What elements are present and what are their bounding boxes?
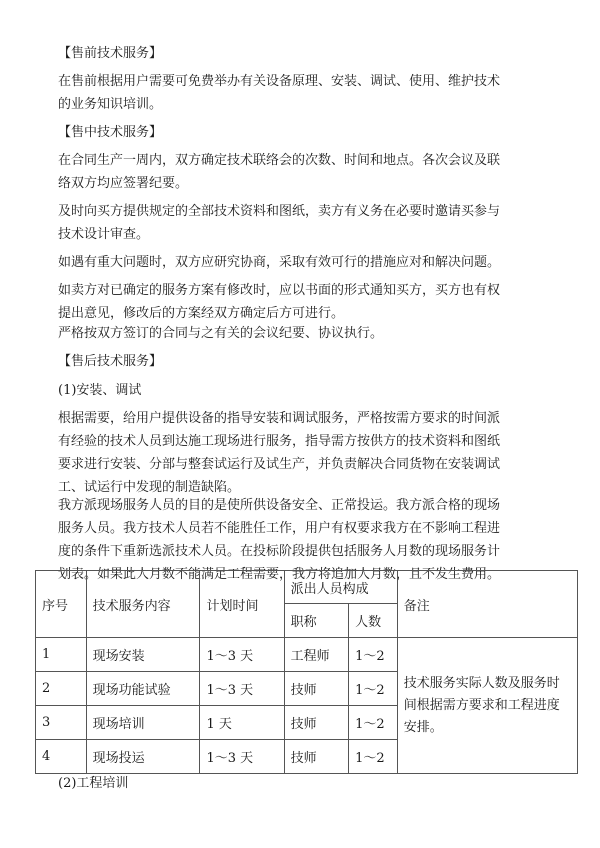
in-sales-paragraph [58,251,568,274]
text-line: 及时向买方提供规定的全部技术资料和图纸，卖方有义务在必要时邀请买参与 [58,204,501,219]
text-line: 工、试运行中发现的制造缺陷。 [58,480,241,495]
cell-count: 1～2 [349,740,398,774]
cell-time: 1～3 天 [200,672,284,706]
text-line: 严格按双方签订的合同与之有关的会议纪要、协议执行。 [58,326,384,341]
text-line: 提出意见，修改后的方案经双方确定后方可进行。 [58,306,345,321]
cell-remark [397,638,577,774]
header-note: 备注 [397,571,577,638]
after-sales-heading: 【售后技术服务】 [58,354,163,369]
text-line: 在合同生产一周内，双方确定技术联络会的次数、时间和地点。各次会议及联 [58,153,501,168]
cell-no: 3 [36,706,87,740]
service-plan-table [35,570,578,774]
text-line: 我方派现场服务人员的目的是使所供设备安全、正常投运。我方派合格的现场 [58,498,501,513]
cell-title: 技师 [284,740,348,774]
cell-title: 技师 [284,672,348,706]
cell-no: 1 [36,638,87,672]
header-title: 职称 [284,604,348,638]
cell-title: 技师 [284,706,348,740]
text-line: 络双方均应签署纪要。 [58,176,189,191]
header-count: 人数 [349,604,398,638]
text-line: 的业务知识培训。 [58,97,163,112]
cell-count: 1～2 [349,706,398,740]
table-row [36,638,578,672]
cell-count: 1～2 [349,672,398,706]
install-subheading: (1)安装、调试 [58,383,142,398]
text-line: 有经验的技术人员到达施工现场进行服务，指导需方按供方的技术资料和图纸 [58,434,501,449]
in-sales-heading: 【售中技术服务】 [58,125,163,140]
in-sales-paragraph [58,279,568,325]
text-line: 要求进行安装、分部与整套试运行及试生产，并负责解决合同货物在安装调试 [58,457,501,472]
text-line: 划表。如果此人月数不能满足工程需要，我方将追加人月数，且不发生费用。 [58,567,501,582]
in-sales-paragraph [58,149,568,195]
cell-count: 1～2 [349,638,398,672]
remark-text: 技术服务实际人数及服务时间根据需方要求和工程进度安排。 [403,675,560,735]
text-line: 服务人员。我方技术人员若不能胜任工作，用户有权要求我方在不影响工程进 [58,521,501,536]
pre-sales-paragraph [58,70,568,116]
cell-no: 2 [36,672,87,706]
cell-no: 4 [36,740,87,774]
training-subheading: (2)工程培训 [58,776,129,791]
header-content: 技术服务内容 [86,571,200,638]
cell-content: 现场培训 [86,706,200,740]
header-time: 计划时间 [200,571,284,638]
text-line: 技术设计审查。 [58,227,150,242]
text-line: 如遇有重大问题时，双方应研究协商，采取有效可行的措施应对和解决问题。 [58,255,501,270]
text-line: 度的条件下重新选派技术人员。在投标阶段提供包括服务人月数的现场服务计 [58,544,501,559]
text-line: 根据需要，给用户提供设备的指导安装和调试服务，严格按需方要求的时间派 [58,411,501,426]
cell-time: 1～3 天 [200,740,284,774]
header-staff: 派出人员构成 [284,571,397,604]
cell-time: 1 天 [200,706,284,740]
cell-content: 现场功能试验 [86,672,200,706]
header-no: 序号 [36,571,87,638]
text-line: 在售前根据用户需要可免费举办有关设备原理、安装、调试、使用、维护技术 [58,74,501,89]
after-sales-paragraph [58,407,568,499]
in-sales-paragraph [58,200,568,246]
text-line: 如卖方对已确定的服务方案有修改时，应以书面的形式通知买方，买方也有权 [58,283,501,298]
pre-sales-heading: 【售前技术服务】 [58,46,163,61]
cell-title: 工程师 [284,638,348,672]
cell-content: 现场安装 [86,638,200,672]
in-sales-paragraph [58,322,568,345]
cell-content: 现场投运 [86,740,200,774]
cell-time: 1～3 天 [200,638,284,672]
